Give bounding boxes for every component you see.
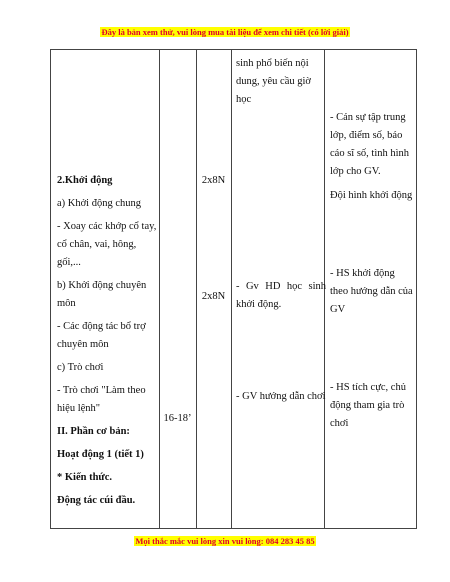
reps-cell: 2x8N [201, 175, 226, 186]
teacher-cell: - Gv HD học sinh khởi động. [236, 281, 326, 310]
content-item: - Các động tác bổ trợ chuyên môn [57, 321, 146, 350]
reps-cell: 2x8N [201, 291, 226, 302]
content-item: c) Trò chơi [57, 362, 104, 373]
content-item: b) Khởi động chuyên môn [57, 280, 147, 309]
student-cell: - HS tích cực, chủ động tham gia trò chơi [330, 382, 406, 429]
student-cell: Đội hình khởi động [330, 190, 413, 201]
content-column [57, 172, 161, 515]
exercise-heading: Động tác cúi đầu. [57, 495, 136, 506]
student-cell: - HS khởi động theo hướng dẫn của GV [330, 268, 413, 315]
knowledge-heading: * Kiến thức. [57, 472, 113, 483]
preview-notice: Đây là bản xem thử, vui lòng mua tài liệu để xem chi tiết (có lời giải) [101, 27, 349, 37]
student-cell: - Cán sự tập trung lớp, điểm số, báo cáo sĩ số, tình hình lớp cho GV. [330, 112, 410, 177]
section-heading: II. Phần cơ bản: [57, 426, 130, 437]
activity-heading: Hoạt động 1 (tiết 1) [57, 449, 144, 460]
teacher-cell: - GV hướng dẫn chơi [236, 391, 326, 402]
section-heading: 2.Khởi động [57, 175, 113, 186]
content-item: - Trò chơi "Làm theo hiệu lệnh" [57, 385, 146, 414]
contact-notice: Mọi thắc mắc vui lòng xin vui lòng: 084 283 45 85 [135, 536, 315, 546]
content-item: - Xoay các khớp cổ tay, cổ chân, vai, hông, gối,... [57, 221, 157, 268]
lesson-table [50, 49, 417, 529]
time-cell: 16-18’ [163, 413, 192, 424]
teacher-cell: sinh phổ biến nội dung, yêu cầu giờ học [236, 58, 311, 105]
table-divider [231, 50, 232, 528]
content-item: a) Khởi động chung [57, 198, 141, 209]
